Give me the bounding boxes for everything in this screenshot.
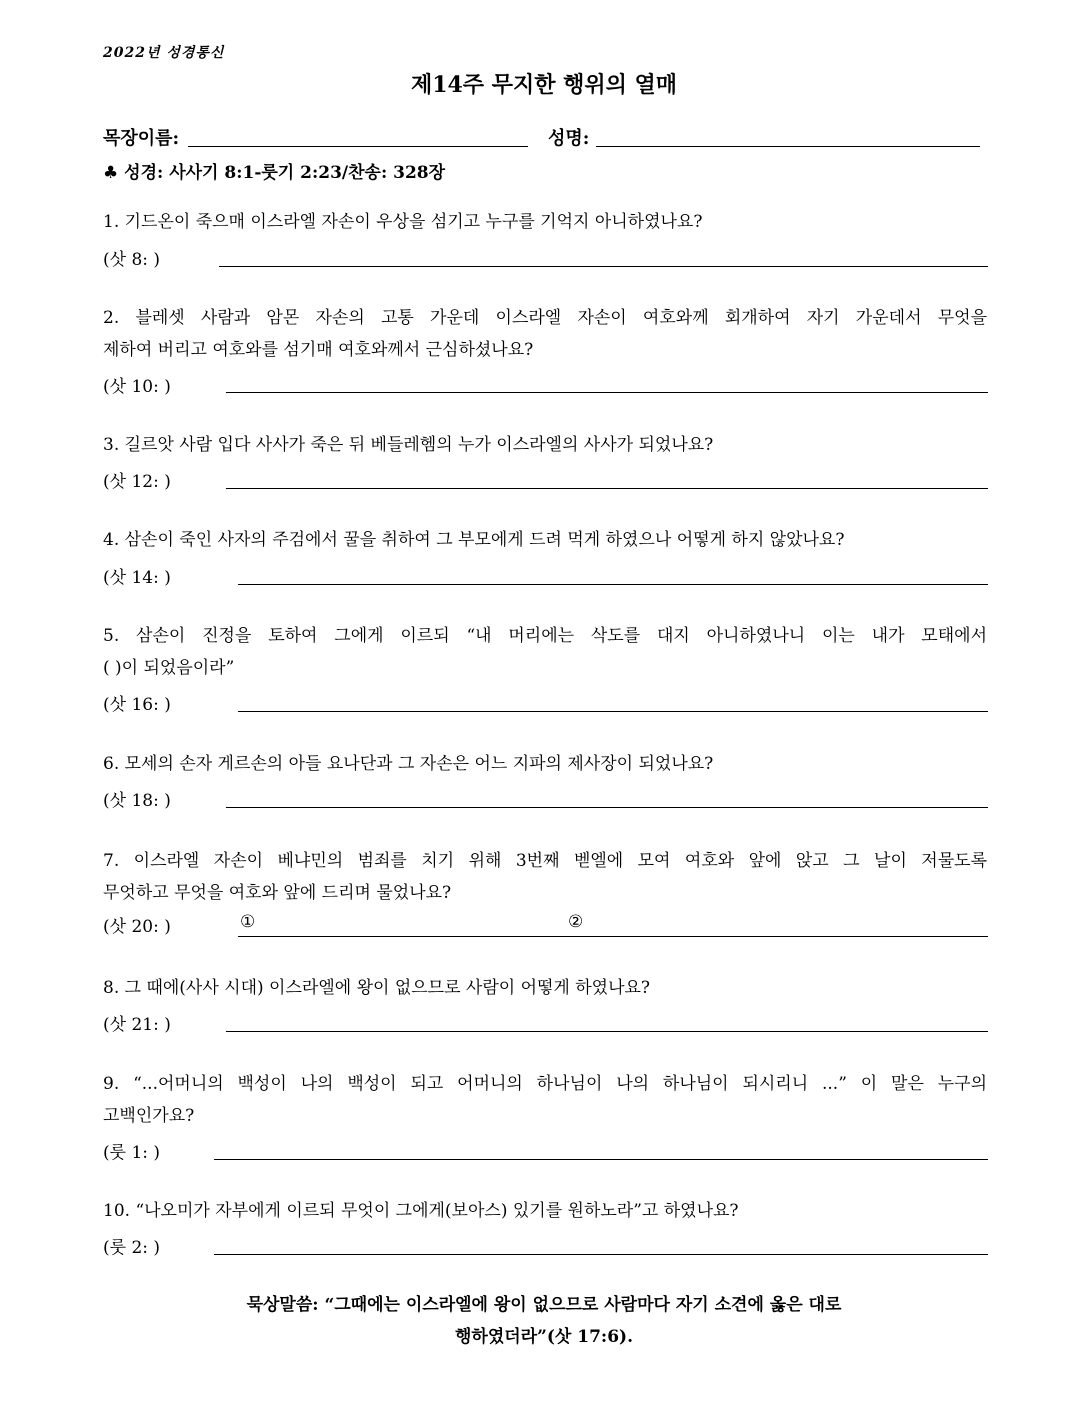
question-7 xyxy=(103,845,987,909)
answer-ref-7: (삿 20: ) xyxy=(103,917,171,937)
question-text: 3. 길르앗 사람 입다 사사가 죽은 뒤 베들레헴의 누가 이스라엘의 사사가 되었나요? xyxy=(103,435,714,455)
question-text: 5. 삼손이 진정을 토하여 그에게 이르되 “내 머리에는 삭도를 대지 아니하였나니 이는 내가 모태에서 xyxy=(103,626,987,646)
answer-ref-3: (삿 12: ) xyxy=(103,472,171,492)
question-4 xyxy=(103,524,987,556)
answer-ref-5: (삿 16: ) xyxy=(103,695,171,715)
question-text: ( )이 되었음이라” xyxy=(103,658,235,678)
answer-line-3[interactable] xyxy=(226,488,988,489)
question-text: 제하여 버리고 여호와를 섬기매 여호와께서 근심하셨나요? xyxy=(103,340,534,360)
question-5 xyxy=(103,620,987,684)
question-text: 무엇하고 무엇을 여호와 앞에 드리며 물었나요? xyxy=(103,883,452,903)
answer-line-4[interactable] xyxy=(238,584,988,585)
question-text: 7. 이스라엘 자손이 베냐민의 범죄를 치기 위해 3번째 벧엘에 모여 여호와 앞에 앉고 그 날이 저물도록 xyxy=(103,851,987,871)
name-label: 성명: xyxy=(548,128,590,149)
blank-marker-1: ① xyxy=(240,912,256,932)
question-2 xyxy=(103,302,987,366)
question-1 xyxy=(103,206,987,238)
question-text: 9. “...어머니의 백성이 나의 백성이 되고 어머니의 하나님이 나의 하나님이 되시리니 ...” 이 말은 누구의 xyxy=(103,1074,987,1094)
question-text: 2. 블레셋 사람과 암몬 자손의 고통 가운데 이스라엘 자손이 여호와께 회개하여 자기 가운데서 무엇을 xyxy=(103,308,987,328)
page-title: 제14주 무지한 행위의 열매 xyxy=(410,72,678,98)
meditation-verse-line-1: 묵상말씀: “그때에는 이스라엘에 왕이 없으므로 사람마다 자기 소견에 옳은 대로 xyxy=(246,1295,842,1315)
question-text: 4. 삼손이 죽인 사자의 주검에서 꿀을 취하여 그 부모에게 드려 먹게 하였으나 어떻게 하지 않았나요? xyxy=(103,530,845,550)
answer-line-9[interactable] xyxy=(214,1159,988,1160)
question-8 xyxy=(103,972,987,1004)
year-label: 2022년 성경통신 xyxy=(103,45,225,61)
question-text: 1. 기드온이 죽으매 이스라엘 자손이 우상을 섬기고 누구를 기억지 아니하였나요? xyxy=(103,212,703,232)
answer-line-8[interactable] xyxy=(226,1031,988,1032)
question-3 xyxy=(103,429,987,461)
answer-line-10[interactable] xyxy=(214,1254,988,1255)
answer-line-2[interactable] xyxy=(226,392,988,393)
answer-line-6[interactable] xyxy=(226,807,988,808)
answer-ref-8: (삿 21: ) xyxy=(103,1015,171,1035)
question-text: 6. 모세의 손자 게르손의 아들 요나단과 그 자손은 어느 지파의 제사장이 되었나요? xyxy=(103,754,714,774)
answer-ref-4: (삿 14: ) xyxy=(103,568,171,588)
question-text: 8. 그 때에(사사 시대) 이스라엘에 왕이 없으므로 사람이 어떻게 하였나요? xyxy=(103,978,651,998)
answer-ref-10: (룻 2: ) xyxy=(103,1238,161,1258)
answer-line-7[interactable] xyxy=(238,936,988,937)
question-9 xyxy=(103,1068,987,1132)
answer-ref-1: (삿 8: ) xyxy=(103,250,161,270)
meditation-verse-line-2: 행하였더라”(삿 17:6). xyxy=(455,1327,633,1347)
name-field[interactable] xyxy=(596,146,980,147)
scripture-reading: ♣ 성경: 사사기 8:1-룻기 2:23/찬송: 328장 xyxy=(103,163,446,183)
answer-ref-6: (삿 18: ) xyxy=(103,791,171,811)
group-name-label: 목장이름: xyxy=(103,128,180,149)
question-text: 고백인가요? xyxy=(103,1106,195,1126)
answer-line-5[interactable] xyxy=(238,711,988,712)
group-name-field[interactable] xyxy=(188,146,528,147)
answer-ref-2: (삿 10: ) xyxy=(103,377,171,397)
blank-marker-2: ② xyxy=(568,912,584,932)
answer-ref-9: (룻 1: ) xyxy=(103,1143,161,1163)
question-text: 10. “나오미가 자부에게 이르되 무엇이 그에게(보아스) 있기를 원하노라”고 하였나요? xyxy=(103,1201,739,1221)
answer-line-1[interactable] xyxy=(219,266,988,267)
question-10 xyxy=(103,1195,987,1227)
question-6 xyxy=(103,748,987,780)
